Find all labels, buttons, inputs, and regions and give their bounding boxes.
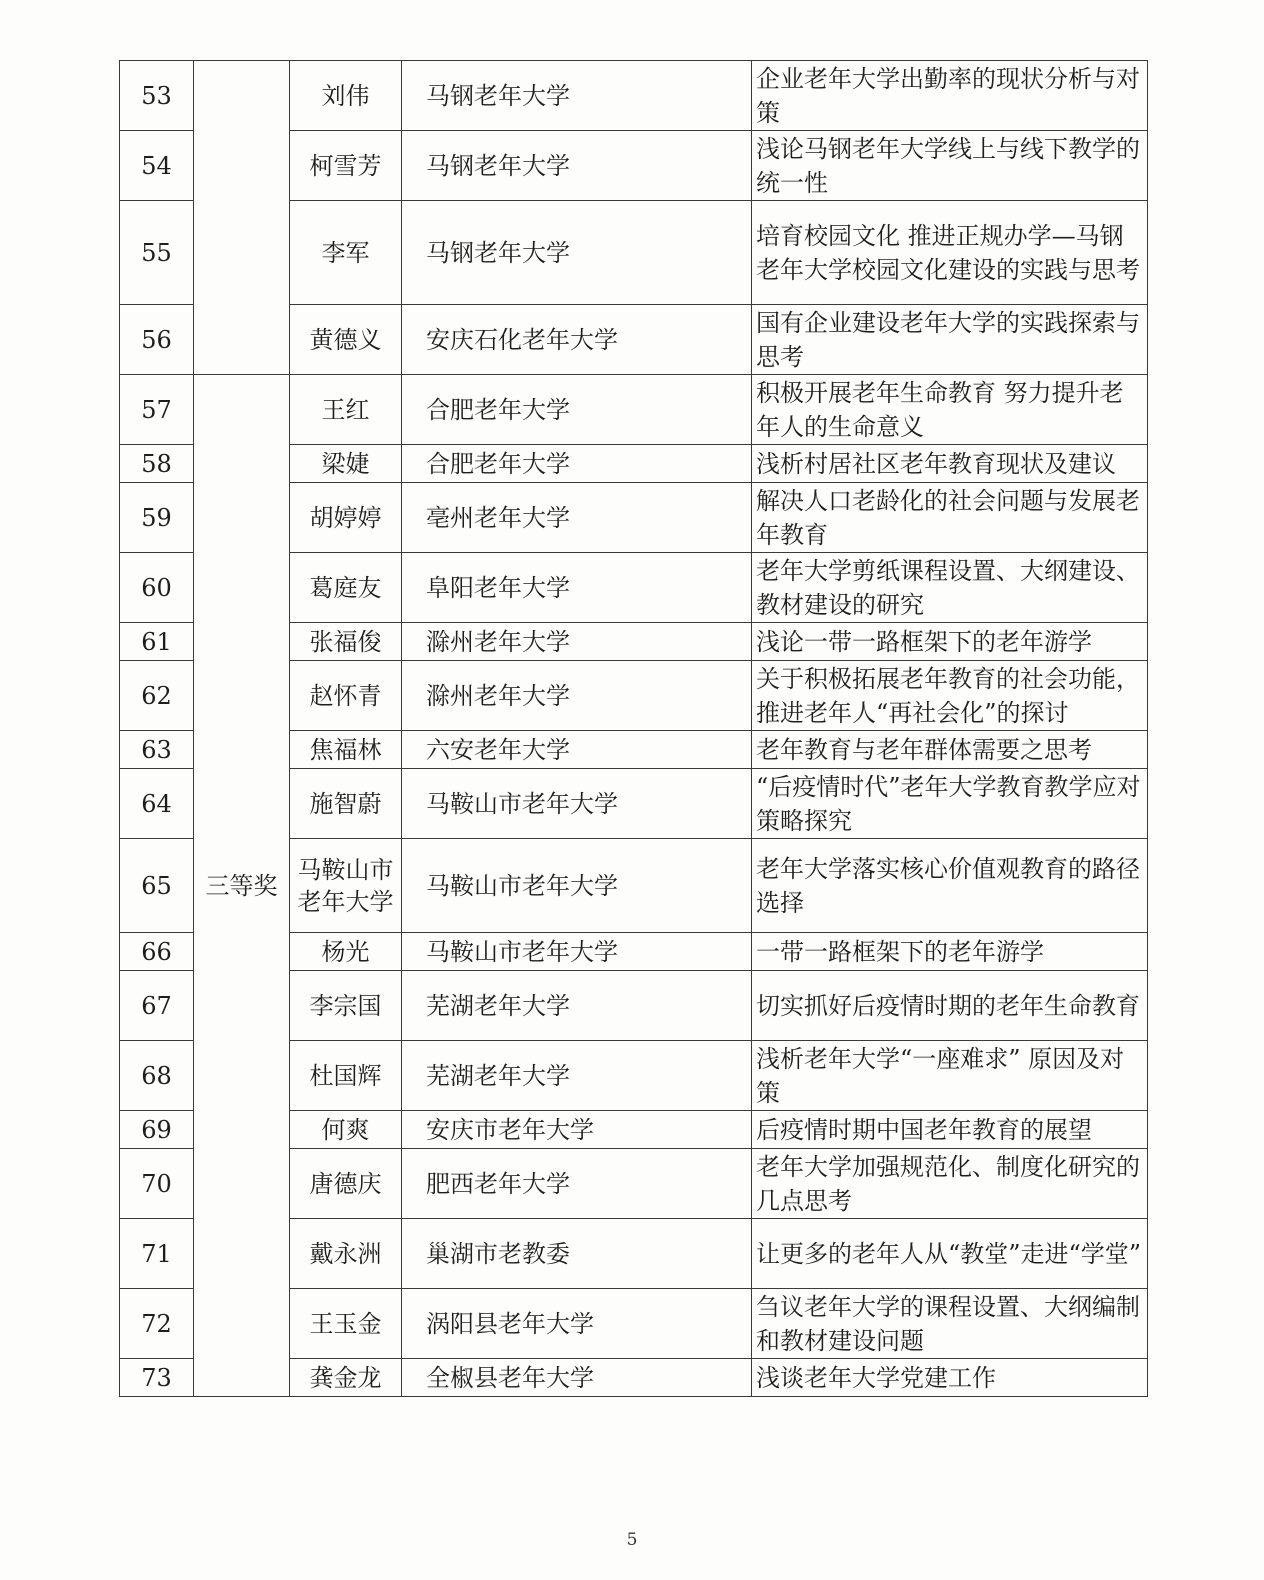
- cell-unit: 安庆石化老年大学: [402, 305, 752, 375]
- cell-number: 71: [120, 1219, 194, 1289]
- cell-number: 64: [120, 769, 194, 839]
- cell-author: 杨光: [290, 933, 402, 971]
- cell-unit: 全椒县老年大学: [402, 1359, 752, 1397]
- cell-author: 张福俊: [290, 623, 402, 661]
- cell-number: 67: [120, 971, 194, 1041]
- cell-paper-title: 后疫情时期中国老年教育的展望: [752, 1111, 1148, 1149]
- cell-author: 梁婕: [290, 445, 402, 483]
- cell-unit: 滁州老年大学: [402, 661, 752, 731]
- awards-table: [119, 60, 1148, 1397]
- cell-unit: 涡阳县老年大学: [402, 1289, 752, 1359]
- cell-paper-title: 积极开展老年生命教育 努力提升老年人的生命意义: [752, 375, 1148, 445]
- cell-author: 赵怀青: [290, 661, 402, 731]
- cell-author: 刘伟: [290, 61, 402, 131]
- cell-author: 王玉金: [290, 1289, 402, 1359]
- cell-award-level: 三等奖: [194, 375, 290, 1397]
- cell-number: 69: [120, 1111, 194, 1149]
- cell-paper-title: 解决人口老龄化的社会问题与发展老年教育: [752, 483, 1148, 553]
- cell-number: 65: [120, 839, 194, 933]
- cell-number: 73: [120, 1359, 194, 1397]
- cell-paper-title: 刍议老年大学的课程设置、大纲编制和教材建设问题: [752, 1289, 1148, 1359]
- cell-paper-title: 浅论马钢老年大学线上与线下教学的统一性: [752, 131, 1148, 201]
- cell-paper-title: 老年教育与老年群体需要之思考: [752, 731, 1148, 769]
- cell-paper-title: 浅谈老年大学党建工作: [752, 1359, 1148, 1397]
- cell-number: 62: [120, 661, 194, 731]
- cell-unit: 安庆市老年大学: [402, 1111, 752, 1149]
- cell-number: 54: [120, 131, 194, 201]
- cell-unit: 巢湖市老教委: [402, 1219, 752, 1289]
- cell-paper-title: 让更多的老年人从“教堂”走进“学堂”: [752, 1219, 1148, 1289]
- cell-paper-title: “后疫情时代”老年大学教育教学应对策略探究: [752, 769, 1148, 839]
- cell-unit: 芜湖老年大学: [402, 1041, 752, 1111]
- table-row: [120, 375, 1148, 445]
- cell-author: 李宗国: [290, 971, 402, 1041]
- cell-unit: 芜湖老年大学: [402, 971, 752, 1041]
- awards-table-body: [120, 61, 1148, 1397]
- cell-unit: 滁州老年大学: [402, 623, 752, 661]
- cell-unit: 马钢老年大学: [402, 61, 752, 131]
- cell-author: 焦福林: [290, 731, 402, 769]
- cell-unit: 合肥老年大学: [402, 375, 752, 445]
- cell-paper-title: 企业老年大学出勤率的现状分析与对策: [752, 61, 1148, 131]
- cell-number: 55: [120, 201, 194, 305]
- cell-unit: 马钢老年大学: [402, 131, 752, 201]
- cell-number: 70: [120, 1149, 194, 1219]
- cell-author: 何爽: [290, 1111, 402, 1149]
- cell-number: 72: [120, 1289, 194, 1359]
- cell-number: 57: [120, 375, 194, 445]
- cell-author: 李军: [290, 201, 402, 305]
- cell-paper-title: 一带一路框架下的老年游学: [752, 933, 1148, 971]
- cell-number: 59: [120, 483, 194, 553]
- cell-paper-title: 国有企业建设老年大学的实践探索与思考: [752, 305, 1148, 375]
- cell-author: 杜国辉: [290, 1041, 402, 1111]
- cell-unit: 马鞍山市老年大学: [402, 933, 752, 971]
- cell-number: 63: [120, 731, 194, 769]
- cell-author: 施智蔚: [290, 769, 402, 839]
- cell-author: 葛庭友: [290, 553, 402, 623]
- cell-author: 唐德庆: [290, 1149, 402, 1219]
- cell-number: 60: [120, 553, 194, 623]
- cell-paper-title: 切实抓好后疫情时期的老年生命教育: [752, 971, 1148, 1041]
- table-row: [120, 61, 1148, 131]
- cell-paper-title: 浅析老年大学“一座难求” 原因及对策: [752, 1041, 1148, 1111]
- cell-author: 王红: [290, 375, 402, 445]
- cell-paper-title: 关于积极拓展老年教育的社会功能，推进老年人“再社会化”的探讨: [752, 661, 1148, 731]
- cell-unit: 亳州老年大学: [402, 483, 752, 553]
- cell-paper-title: 培育校园文化 推进正规办学—马钢老年大学校园文化建设的实践与思考: [752, 201, 1148, 305]
- cell-author: 龚金龙: [290, 1359, 402, 1397]
- page-number: 5: [626, 1530, 638, 1550]
- cell-author: 胡婷婷: [290, 483, 402, 553]
- cell-award-level: [194, 61, 290, 375]
- cell-author: 黄德义: [290, 305, 402, 375]
- cell-number: 66: [120, 933, 194, 971]
- cell-number: 53: [120, 61, 194, 131]
- cell-author: 柯雪芳: [290, 131, 402, 201]
- cell-unit: 马钢老年大学: [402, 201, 752, 305]
- cell-unit: 合肥老年大学: [402, 445, 752, 483]
- cell-paper-title: 浅论一带一路框架下的老年游学: [752, 623, 1148, 661]
- cell-unit: 阜阳老年大学: [402, 553, 752, 623]
- cell-paper-title: 浅析村居社区老年教育现状及建议: [752, 445, 1148, 483]
- cell-paper-title: 老年大学剪纸课程设置、大纲建设、教材建设的研究: [752, 553, 1148, 623]
- cell-unit: 肥西老年大学: [402, 1149, 752, 1219]
- cell-paper-title: 老年大学落实核心价值观教育的路径选择: [752, 839, 1148, 933]
- cell-author: 戴永洲: [290, 1219, 402, 1289]
- cell-number: 68: [120, 1041, 194, 1111]
- cell-unit: 六安老年大学: [402, 731, 752, 769]
- cell-number: 61: [120, 623, 194, 661]
- cell-paper-title: 老年大学加强规范化、制度化研究的几点思考: [752, 1149, 1148, 1219]
- cell-unit: 马鞍山市老年大学: [402, 839, 752, 933]
- cell-number: 56: [120, 305, 194, 375]
- cell-number: 58: [120, 445, 194, 483]
- cell-author: 马鞍山市老年大学: [290, 839, 402, 933]
- cell-unit: 马鞍山市老年大学: [402, 769, 752, 839]
